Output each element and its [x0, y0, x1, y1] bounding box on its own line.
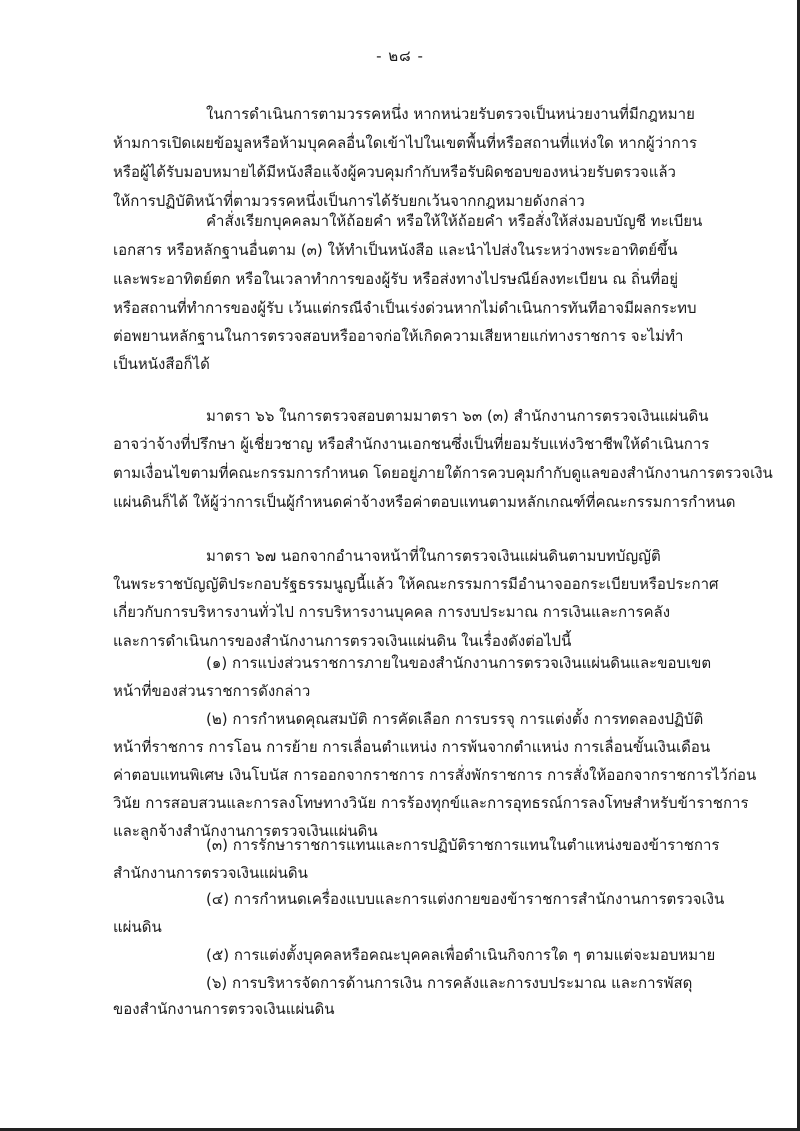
text-line: หรือผู้ได้รับมอบหมายได้มีหนังสือแจ้งผู้ควบคุมกำกับหรือรับผิดชอบของหน่วยรับตรวจแล้ว: [113, 163, 676, 181]
text-line: แผ่นดิน: [113, 918, 162, 936]
text-line: วินัย การสอบสวนและการลงโทษทางวินัย การร้องทุกข์และการอุทธรณ์การลงโทษสำหรับข้าราชการ: [113, 794, 749, 812]
text-line: หน้าที่ของส่วนราชการดังกล่าว: [113, 682, 311, 700]
text-line: และลูกจ้างสำนักงานการตรวจเงินแผ่นดิน: [113, 822, 378, 840]
text-line: ของสำนักงานการตรวจเงินแผ่นดิน: [113, 1000, 335, 1018]
text-line: ให้การปฏิบัติหน้าที่ตามวรรคหนึ่งเป็นการได้รับยกเว้นจากกฎหมายดังกล่าว: [113, 192, 585, 210]
text-line: ค่าตอบแทนพิเศษ เงินโบนัส การออกจากราชการ การสั่งพักราชการ การสั่งให้ออกจากราชการไว้ก่อน: [113, 766, 757, 784]
text-line: (๔) การกำหนดเครื่องแบบและการแต่งกายของข้าราชการสำนักงานการตรวจเงิน: [206, 890, 725, 908]
text-line: อาจว่าจ้างที่ปรึกษา ผู้เชี่ยวชาญ หรือสำนักงานเอกชนซึ่งเป็นที่ยอมรับแห่งวิชาชีพให้ดำเนินการ: [113, 435, 710, 453]
text-line: เกี่ยวกับการบริหารงานทั่วไป การบริหารงานบุคคล การงบประมาณ การเงินและการคลัง: [113, 603, 671, 621]
page-number: - ๒๘ -: [376, 47, 424, 65]
text-line: ในพระราชบัญญัติประกอบรัฐธรรมนูญนี้แล้ว ให้คณะกรรมการมีอำนาจออกระเบียบหรือประกาศ: [113, 575, 719, 593]
text-line: มาตรา ๖๖ ในการตรวจสอบตามมาตรา ๖๓ (๓) สำนักงานการตรวจเงินแผ่นดิน: [206, 407, 709, 425]
text-line: หน้าที่ราชการ การโอน การย้าย การเลื่อนตำแหน่ง การพ้นจากตำแหน่ง การเลื่อนขั้นเงินเดือน: [113, 738, 711, 756]
text-line: หรือสถานที่ทำการของผู้รับ เว้นแต่กรณีจำเป็นเร่งด่วนหากไม่ดำเนินการทันทีอาจมีผลกระทบ: [113, 299, 697, 317]
text-line: เป็นหนังสือก็ได้: [113, 355, 210, 373]
text-line: สำนักงานการตรวจเงินแผ่นดิน: [113, 864, 308, 882]
text-line: ห้ามการเปิดเผยข้อมูลหรือห้ามบุคคลอื่นใดเข้าไปในเขตพื้นที่หรือสถานที่แห่งใด หากผู้ว่าการ: [113, 134, 698, 152]
text-line: และการดำเนินการของสำนักงานการตรวจเงินแผ่นดิน ในเรื่องดังต่อไปนี้: [113, 632, 572, 650]
text-line: เอกสาร หรือหลักฐานอื่นตาม (๓) ให้ทำเป็นหนังสือ และนำไปส่งในระหว่างพระอาทิตย์ขึ้น: [113, 241, 678, 259]
text-line: ตามเงื่อนไขตามที่คณะกรรมการกำหนด โดยอยู่ภายใต้การควบคุมกำกับดูแลของสำนักงานการตรวจเงิน: [113, 464, 773, 482]
text-line: แผ่นดินก็ได้ ให้ผู้ว่าการเป็นผู้กำหนดค่าจ้างหรือค่าตอบแทนตามหลักเกณฑ์ที่คณะกรรมการกำหนด: [113, 493, 736, 511]
text-line: (๓) การรักษาราชการแทนและการปฏิบัติราชการแทนในตำแหน่งของข้าราชการ: [206, 836, 720, 854]
text-line: มาตรา ๖๗ นอกจากอำนาจหน้าที่ในการตรวจเงินแผ่นดินตามบทบัญญัติ: [206, 547, 661, 565]
text-line: (๕) การแต่งตั้งบุคคลหรือคณะบุคคลเพื่อดำเนินกิจการใด ๆ ตามแต่จะมอบหมาย: [206, 946, 716, 964]
text-line: และพระอาทิตย์ตก หรือในเวลาทำการของผู้รับ หรือส่งทางไปรษณีย์ลงทะเบียน ณ ถิ่นที่อยู่: [113, 270, 679, 288]
text-line: ต่อพยานหลักฐานในการตรวจสอบหรืออาจก่อให้เกิดความเสียหายแก่ทางราชการ จะไม่ทำ: [113, 327, 684, 345]
text-line: (๖) การบริหารจัดการด้านการเงิน การคลังและการงบประมาณ และการพัสดุ: [206, 974, 693, 992]
text-line: คำสั่งเรียกบุคคลมาให้ถ้อยคำ หรือให้ให้ถ้อยคำ หรือสั่งให้ส่งมอบบัญชี ทะเบียน: [206, 212, 703, 230]
text-line: ในการดำเนินการตามวรรคหนึ่ง หากหน่วยรับตรวจเป็นหน่วยงานที่มีกฎหมาย: [206, 105, 695, 123]
text-line: (๑) การแบ่งส่วนราชการภายในของสำนักงานการตรวจเงินแผ่นดินและขอบเขต: [206, 654, 712, 672]
text-line: (๒) การกำหนดคุณสมบัติ การคัดเลือก การบรรจุ การแต่งตั้ง การทดลองปฏิบัติ: [206, 710, 704, 728]
